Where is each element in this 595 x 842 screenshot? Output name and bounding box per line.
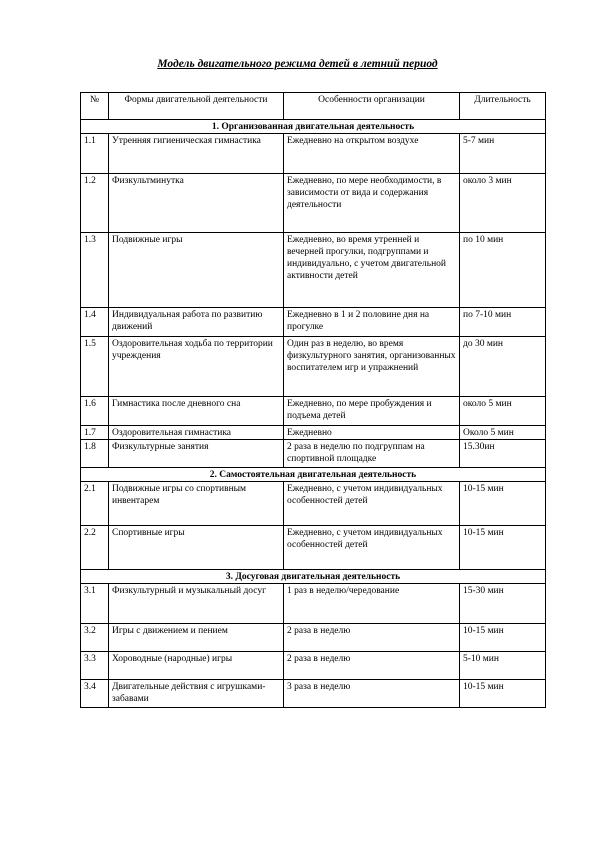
row-number: 2.1 <box>81 482 109 526</box>
row-organization: 2 раза в неделю <box>284 652 460 680</box>
row-organization: Ежедневно, во время утренней и вечерней прогулки, подгруппами и индивидуально, с учетом двигательной активности детей <box>284 233 460 308</box>
row-number: 3.2 <box>81 624 109 652</box>
table-row <box>81 482 546 526</box>
table-row <box>81 526 546 570</box>
row-organization: Ежедневно в 1 и 2 половине дня на прогулке <box>284 308 460 337</box>
row-duration: 5-10 мин <box>460 652 546 680</box>
row-duration: Около 5 мин <box>460 426 546 440</box>
table-row <box>81 397 546 426</box>
section-heading: 2. Самостоятельная двигательная деятельность <box>81 468 546 482</box>
row-duration: 15-30 мин <box>460 584 546 624</box>
row-organization: Один раз в неделю, во время физкультурного занятия, организованных воспитателем игр и упражнений <box>284 337 460 397</box>
section-heading-row <box>81 570 546 584</box>
table-row <box>81 337 546 397</box>
row-number: 1.5 <box>81 337 109 397</box>
row-number: 1.3 <box>81 233 109 308</box>
row-duration: 10-15 мин <box>460 482 546 526</box>
row-number: 1.1 <box>81 134 109 174</box>
row-number: 1.6 <box>81 397 109 426</box>
row-organization: 2 раза в неделю по подгруппам на спортивной площадке <box>284 440 460 468</box>
table-row <box>81 680 546 708</box>
row-duration: около 3 мин <box>460 174 546 233</box>
table-row <box>81 426 546 440</box>
row-number: 1.4 <box>81 308 109 337</box>
section-heading: 1. Организованная двигательная деятельность <box>81 120 546 134</box>
row-number: 3.1 <box>81 584 109 624</box>
row-number: 3.4 <box>81 680 109 708</box>
row-number: 1.7 <box>81 426 109 440</box>
row-form: Физкультурный и музыкальный досуг <box>109 584 284 624</box>
page-title: Модель двигательного режима детей в летний период <box>157 58 438 70</box>
row-form: Хороводные (народные) игры <box>109 652 284 680</box>
table-row <box>81 134 546 174</box>
row-form: Гимнастика после дневного сна <box>109 397 284 426</box>
row-organization: Ежедневно <box>284 426 460 440</box>
row-duration: 10-15 мин <box>460 526 546 570</box>
row-form: Утренняя гигиеническая гимнастика <box>109 134 284 174</box>
table-row <box>81 233 546 308</box>
header-form: Формы двигательной деятельности <box>109 93 284 120</box>
row-form: Двигательные действия с игрушками-забавами <box>109 680 284 708</box>
row-organization: Ежедневно на открытом воздухе <box>284 134 460 174</box>
row-duration: 10-15 мин <box>460 624 546 652</box>
row-form: Индивидуальная работа по развитию движений <box>109 308 284 337</box>
row-number: 2.2 <box>81 526 109 570</box>
row-organization: Ежедневно, по мере необходимости, в зависимости от вида и содержания деятельности <box>284 174 460 233</box>
header-row <box>81 93 546 120</box>
table-row <box>81 308 546 337</box>
section-heading-row <box>81 468 546 482</box>
row-duration: 15.30ин <box>460 440 546 468</box>
table-row <box>81 624 546 652</box>
row-form: Физкультурные занятия <box>109 440 284 468</box>
table-row <box>81 652 546 680</box>
row-duration: 10-15 мин <box>460 680 546 708</box>
row-form: Спортивные игры <box>109 526 284 570</box>
table-row <box>81 174 546 233</box>
row-duration: по 10 мин <box>460 233 546 308</box>
section-heading-row <box>81 120 546 134</box>
header-num: № <box>81 93 109 120</box>
row-number: 1.8 <box>81 440 109 468</box>
row-duration: до 30 мин <box>460 337 546 397</box>
row-form: Физкультминутка <box>109 174 284 233</box>
row-number: 3.3 <box>81 652 109 680</box>
table-row <box>81 584 546 624</box>
row-organization: 3 раза в неделю <box>284 680 460 708</box>
row-organization: Ежедневно, с учетом индивидуальных особенностей детей <box>284 482 460 526</box>
row-organization: Ежедневно, с учетом индивидуальных особенностей детей <box>284 526 460 570</box>
row-form: Оздоровительная ходьба по территории учреждения <box>109 337 284 397</box>
row-form: Оздоровительная гимнастика <box>109 426 284 440</box>
row-duration: по 7-10 мин <box>460 308 546 337</box>
row-number: 1.2 <box>81 174 109 233</box>
table-row <box>81 440 546 468</box>
row-organization: Ежедневно, по мере пробуждения и подъема детей <box>284 397 460 426</box>
row-form: Подвижные игры <box>109 233 284 308</box>
header-organization: Особенности организации <box>284 93 460 120</box>
row-organization: 1 раз в неделю/чередование <box>284 584 460 624</box>
row-form: Подвижные игры со спортивным инвентарем <box>109 482 284 526</box>
activity-table <box>80 92 546 708</box>
header-duration: Длительность <box>460 93 546 120</box>
section-heading: 3. Досуговая двигательная деятельность <box>81 570 546 584</box>
row-duration: около 5 мин <box>460 397 546 426</box>
row-form: Игры с движением и пением <box>109 624 284 652</box>
row-organization: 2 раза в неделю <box>284 624 460 652</box>
row-duration: 5-7 мин <box>460 134 546 174</box>
